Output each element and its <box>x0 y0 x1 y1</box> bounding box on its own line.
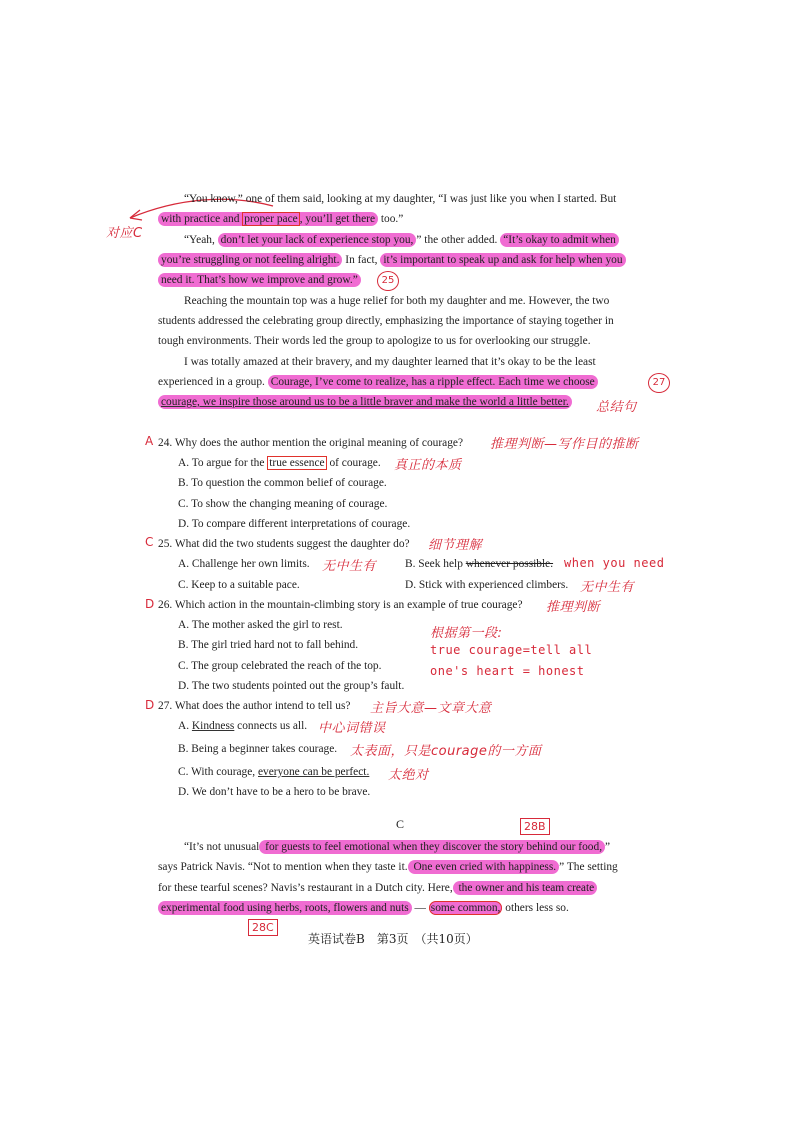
q27-option-c <box>178 764 369 780</box>
text: ” The setting <box>559 861 618 873</box>
highlight: need it. That’s how we improve and grow.” <box>158 273 361 287</box>
text: ” the other added. <box>416 234 501 246</box>
passage-line <box>158 859 646 875</box>
q25-d-note: 无中生有 <box>580 580 635 595</box>
q25-a-note: 无中生有 <box>322 559 377 574</box>
q25-option-c: C. Keep to a suitable pace. <box>178 579 300 591</box>
q26-note: 推理判断 <box>546 600 601 615</box>
text: connects us all. <box>234 720 308 732</box>
q24-option-b: B. To question the common belief of courage. <box>178 477 387 489</box>
highlight: don’t let your lack of experience stop you, <box>218 233 417 247</box>
answer-mark-24: A <box>145 434 154 448</box>
box-28c: 28C <box>248 919 278 936</box>
text: 27. What does the author intend to tell us? <box>158 700 351 712</box>
text: for these tearful scenes? Navis’s restaurant in a Dutch city. Here, <box>158 882 453 894</box>
q26-side-note-2: true courage=tell all <box>430 643 593 657</box>
text: , you’ll get there <box>299 213 376 225</box>
boxed-phrase: some common, <box>430 902 501 914</box>
q27-note: 主旨大意—文章大意 <box>370 701 492 716</box>
struck-phrase: whenever possible. <box>465 558 554 570</box>
q26-option-c: C. The group celebrated the reach of the top. <box>178 660 382 672</box>
passage-line <box>158 354 646 370</box>
q24-note: 推理判断—写作目的推断 <box>490 437 639 452</box>
highlight: One even cried with happiness. <box>408 860 560 874</box>
q24-a-note: 真正的本质 <box>394 458 462 473</box>
text: In fact, <box>342 254 381 266</box>
passage-line <box>158 900 646 916</box>
q25-note: 细节理解 <box>428 538 483 553</box>
highlight: the owner and his team create <box>453 881 598 895</box>
highlight: “It’s okay to admit when <box>500 233 619 247</box>
highlight <box>158 212 378 226</box>
boxed-phrase: proper pace <box>244 213 298 225</box>
box-28b: 28B <box>520 818 550 835</box>
question-25-stem <box>158 536 410 552</box>
left-note: 对应C <box>106 226 143 241</box>
passage-line <box>158 232 646 248</box>
passage-line <box>158 313 646 329</box>
text: too.” <box>378 213 404 225</box>
q25-b-note: when you need <box>564 556 665 570</box>
boxed-phrase: true essence <box>269 457 325 469</box>
text: A. To argue for the <box>178 457 268 469</box>
passage-line <box>158 293 646 309</box>
question-26-stem <box>158 597 523 613</box>
highlight: it’s important to speak up and ask for help when you <box>380 253 625 267</box>
highlight: you’re struggling or not feeling alright. <box>158 253 342 267</box>
text: ” <box>605 841 611 853</box>
highlight: experimental food using herbs, roots, flowers and nuts <box>158 901 412 915</box>
q25-option-a <box>178 556 310 572</box>
text: C. With courage, <box>178 766 258 778</box>
text: others less so. <box>502 902 569 914</box>
highlight: Courage, I’ve come to realize, has a ripple effect. Each time we choose <box>268 375 598 389</box>
passage-line <box>158 880 646 896</box>
text: with practice and <box>161 213 243 225</box>
q24-option-a <box>178 455 381 471</box>
passage-line <box>158 394 646 410</box>
answer-mark-26: D <box>145 597 155 611</box>
passage-line <box>158 374 646 390</box>
q24-option-c: C. To show the changing meaning of courage. <box>178 498 388 510</box>
answer-mark-25: C <box>145 535 154 549</box>
text: of courage. <box>326 457 381 469</box>
text: tough environments. Their words led the group to apologize to us for overlooking our struggle. <box>158 335 591 347</box>
q26-option-a: A. The mother asked the girl to rest. <box>178 619 343 631</box>
q26-option-d: D. The two students pointed out the group’s fault. <box>178 680 405 692</box>
q25-option-b <box>405 556 553 572</box>
answer-mark-27: D <box>145 698 155 712</box>
q26-side-note-1: 根据第一段: <box>430 626 503 641</box>
passage-line <box>158 211 646 227</box>
page-footer: 英语试卷B 第3页 （共10页） <box>308 932 478 946</box>
underlined-word: Kindness <box>191 720 235 732</box>
highlight: for guests to feel emotional when they discover the story behind our food, <box>259 840 605 854</box>
summary-note: 总结句 <box>596 400 637 415</box>
text: “Yeah, <box>184 234 218 246</box>
question-24-stem <box>158 435 463 451</box>
q26-side-note-3: one's heart = honest <box>430 664 585 678</box>
text: 25. What did the two students suggest the daughter do? <box>158 538 410 550</box>
q27-option-b <box>178 741 337 757</box>
q27-a-note: 中心词错误 <box>318 721 386 736</box>
text: 24. Why does the author mention the original meaning of courage? <box>158 437 464 449</box>
text: A. <box>178 720 192 732</box>
question-27-stem <box>158 698 350 714</box>
q26-option-b: B. The girl tried hard not to fall behind. <box>178 639 359 651</box>
q27-c-note: 太绝对 <box>388 768 429 783</box>
text: B. Being a beginner takes courage. <box>178 743 338 755</box>
text: “It’s not unusual <box>184 841 260 853</box>
q27-b-note: 太表面，只是courage的一方面 <box>350 744 542 759</box>
text: “You know,” one of them said, looking at my daughter, “I was just like you when I started. But <box>184 193 617 205</box>
text: Reaching the mountain top was a huge relief for both my daughter and me. However, the two <box>184 295 610 307</box>
q24-option-d: D. To compare different interpretations of courage. <box>178 518 411 530</box>
q27-option-d: D. We don’t have to be a hero to be brave. <box>178 786 371 798</box>
passage-line <box>158 333 646 349</box>
text: D. Stick with experienced climbers. <box>405 579 569 591</box>
text: A. Challenge her own limits. <box>178 558 310 570</box>
text: students addressed the celebrating group directly, emphasizing the importance of staying together in <box>158 315 614 327</box>
passage-line <box>158 252 646 268</box>
q27-option-a <box>178 718 307 734</box>
highlight: courage, we inspire those around us to be a little braver and make the world a little better. <box>158 395 572 409</box>
section-c-label: C <box>396 817 405 831</box>
text: says Patrick Navis. “Not to mention when they taste it. <box>158 861 408 873</box>
text: experienced in a group. <box>158 376 268 388</box>
passage-line <box>158 272 646 288</box>
underlined-phrase: everyone can be perfect. <box>258 766 370 778</box>
q25-option-d <box>405 577 568 593</box>
circle-25: 25 <box>377 271 399 291</box>
circle-27: 27 <box>648 373 670 393</box>
text: B. Seek help <box>405 558 466 570</box>
text: I was totally amazed at their bravery, and my daughter learned that it’s okay to be the least <box>184 356 596 368</box>
passage-line <box>158 191 646 207</box>
passage-line <box>158 839 646 855</box>
text: 26. Which action in the mountain-climbing story is an example of true courage? <box>158 599 523 611</box>
text: — <box>411 902 429 914</box>
